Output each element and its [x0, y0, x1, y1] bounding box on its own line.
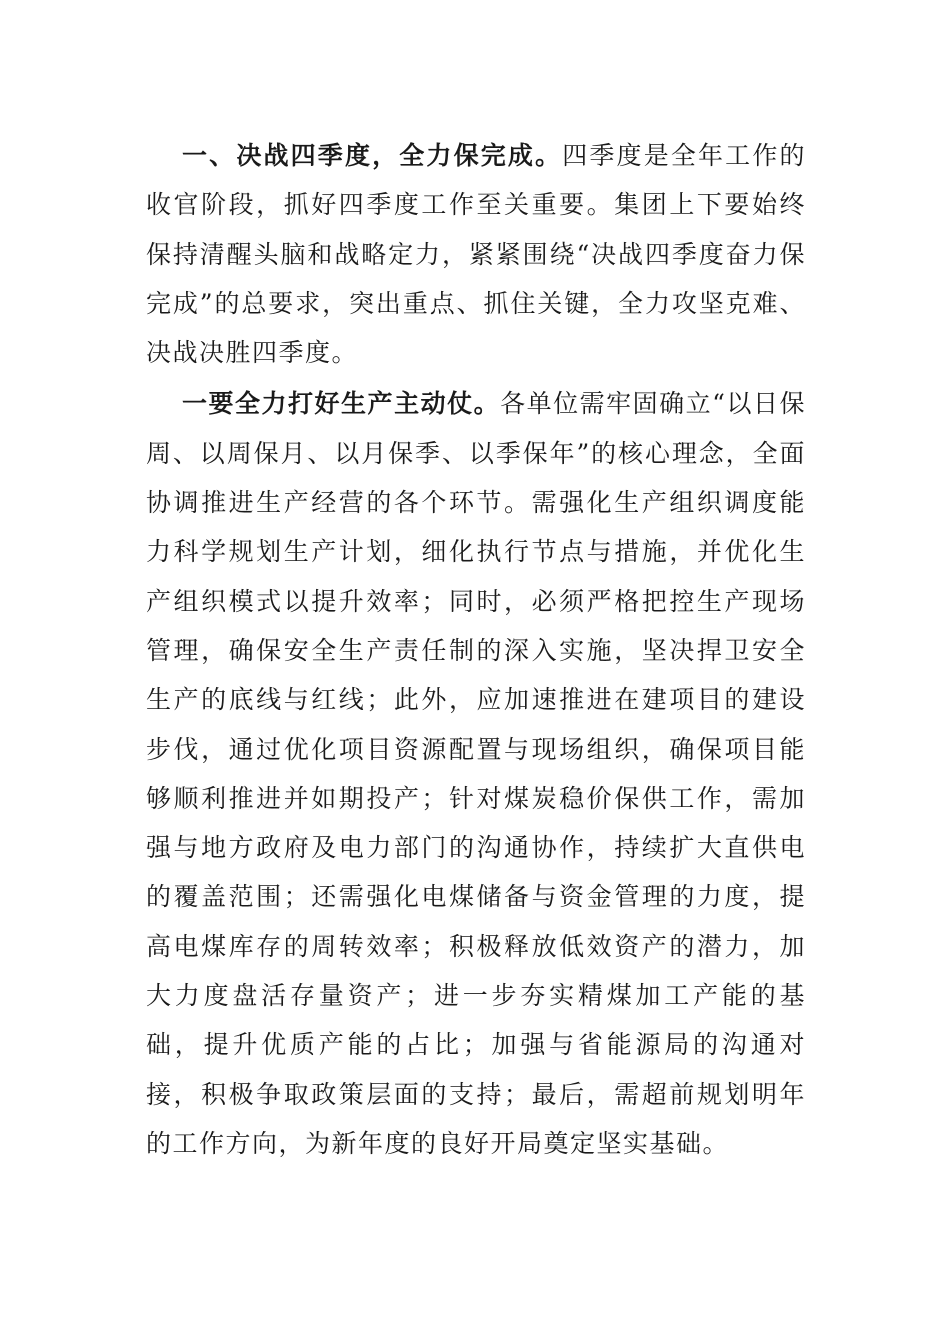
document-body: [146, 131, 806, 1170]
paragraph-2: [146, 379, 806, 1168]
paragraph-1: [146, 131, 806, 377]
paragraph-1-text: 四季度是全年工作的收官阶段，抓好四季度工作至关重要。集团上下要始终保持清醒头脑和战略定力，紧紧围绕“决战四季度奋力保完成”的总要求，突出重点、抓住关键，全力攻坚克难、决战决胜四季度。: [146, 141, 806, 368]
paragraph-2-text: 各单位需牢固确立“以日保周、以周保月、以月保季、以季保年”的核心理念，全面协调推进生产经营的各个环节。需强化生产组织调度能力科学规划生产计划，细化执行节点与措施，并优化生产组织模式以提升效率；同时，必须严格把控生产现场管理，确保安全生产责任制的深入实施，坚决捍卫安全生产的底线与红线；此外，应加速推进在建项目的建设步伐，通过优化项目资源配置与现场组织，确保项目能够顺利推进并如期投产；针对煤炭稳价保供工作，需加强与地方政府及电力部门的沟通协作，持续扩大直供电的覆盖范围；还需强化电煤储备与资金管理的力度，提高电煤库存的周转效率；积极释放低效资产的潜力，加大力度盘活存量资产；进一步夯实精煤加工产能的基础，提升优质产能的占比；加强与省能源局的沟通对接，积极争取政策层面的支持；最后，需超前规划明年的工作方向，为新年度的良好开局奠定坚实基础。: [146, 389, 806, 1158]
paragraph-2-heading: 一要全力打好生产主动仗。: [182, 389, 501, 419]
paragraph-1-heading: 一、决战四季度，全力保完成。: [182, 141, 563, 170]
